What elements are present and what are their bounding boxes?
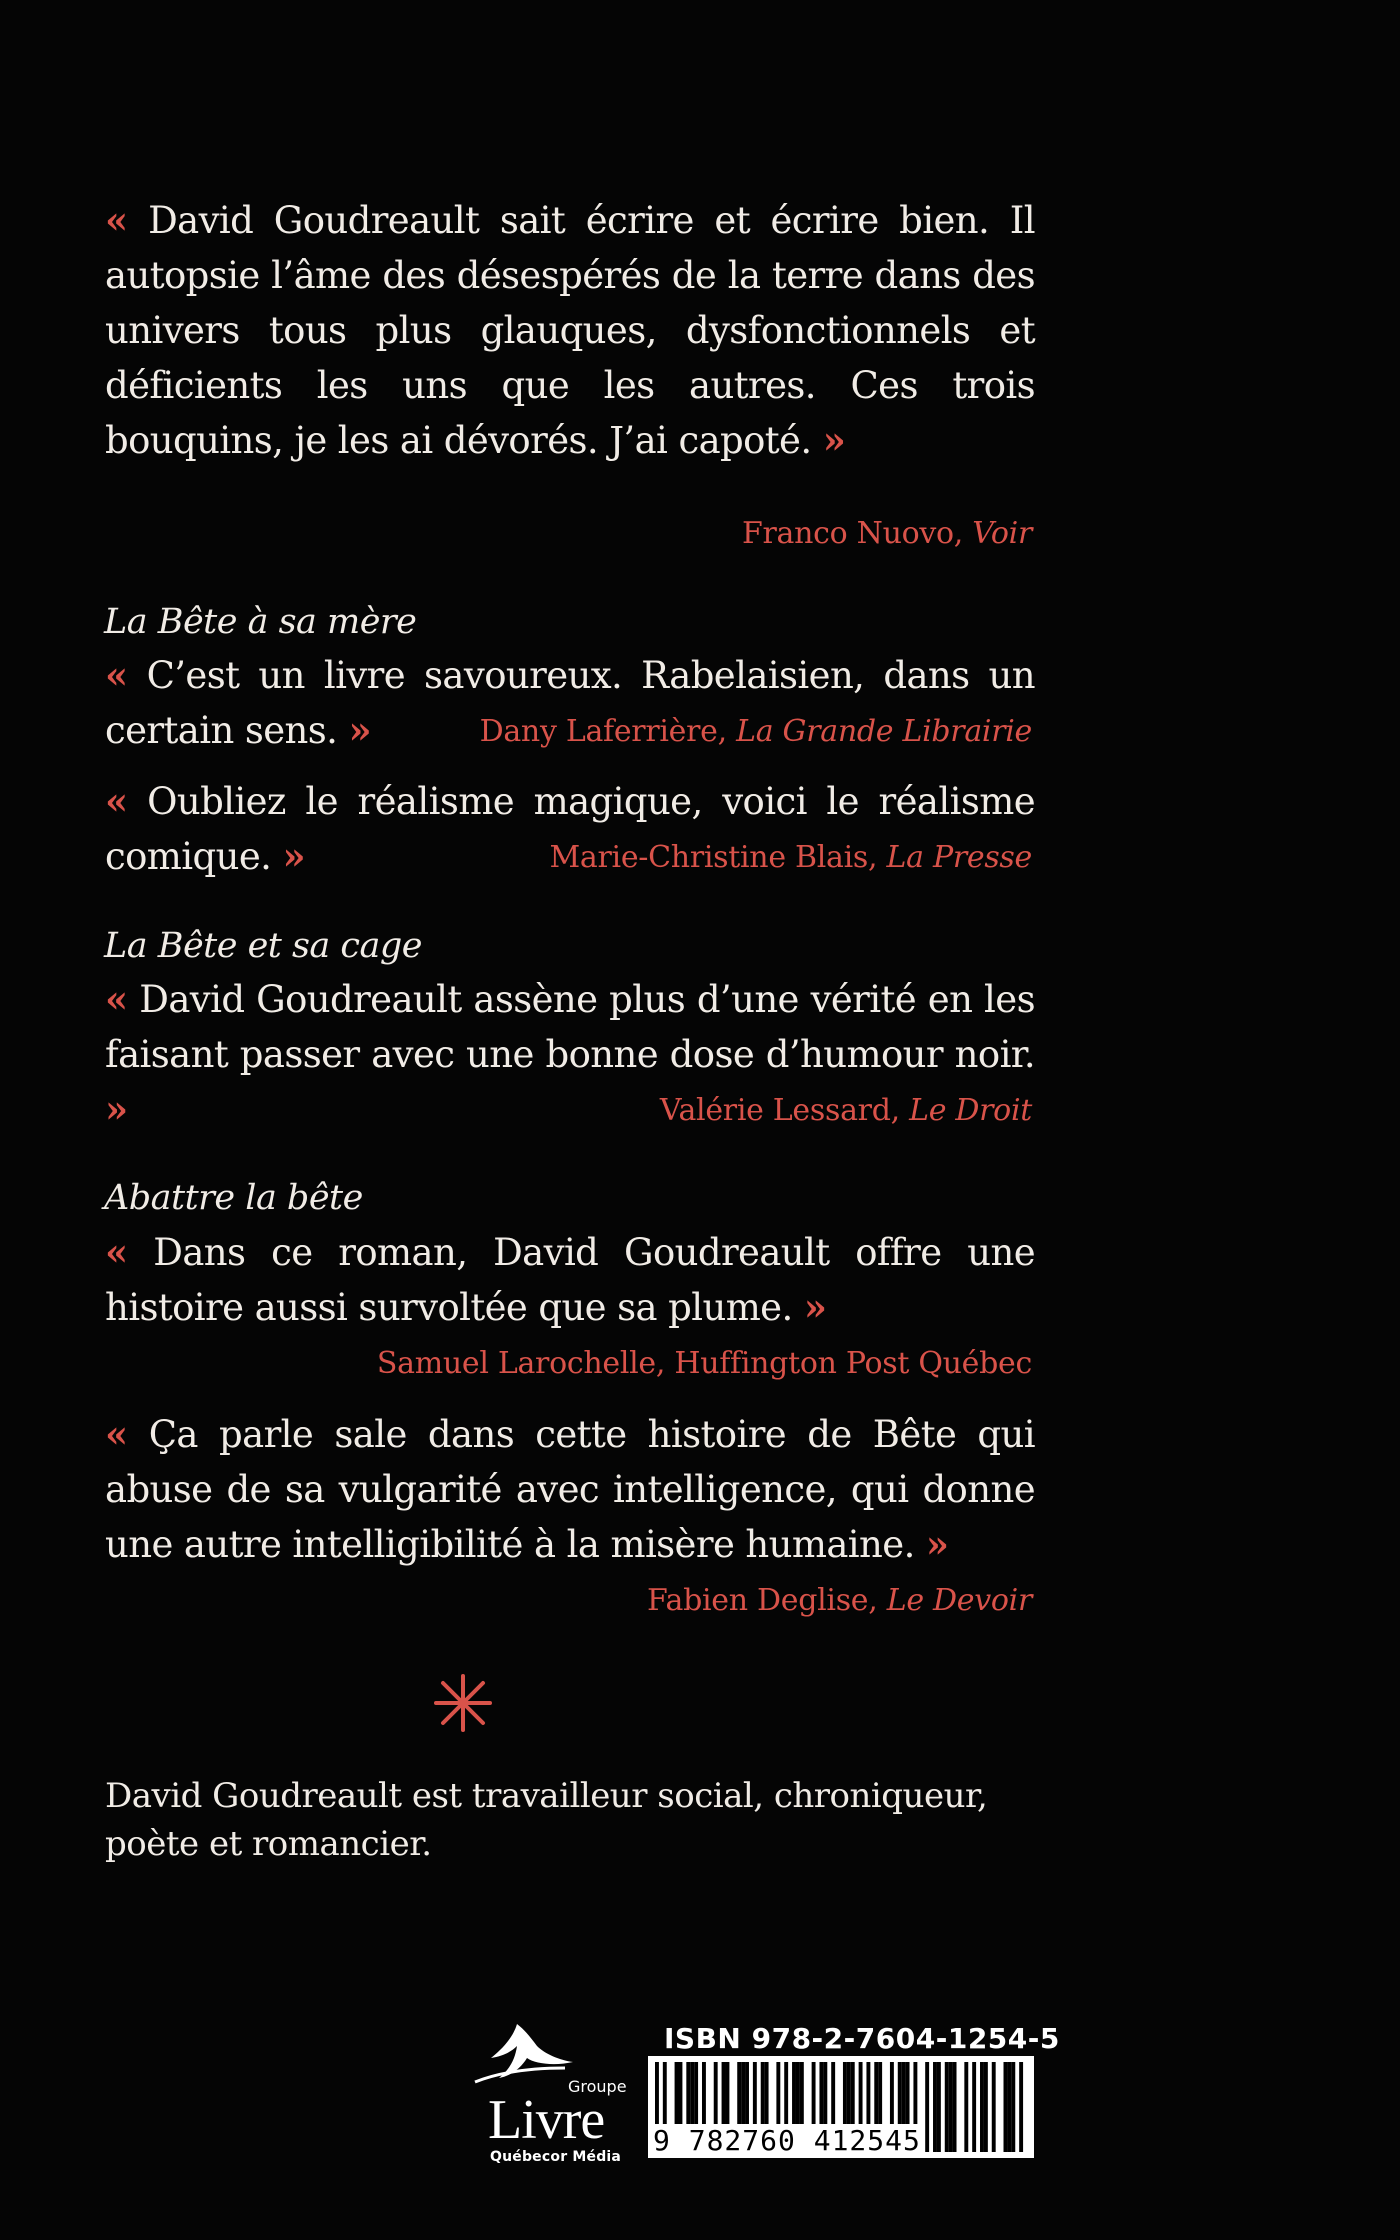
isbn-label: ISBN 978-2-7604-1254-5 xyxy=(664,2022,1060,2055)
open-quote-mark: « xyxy=(105,1230,128,1274)
attribution-source: La Grande Librairie xyxy=(736,714,1032,749)
attribution-author: Samuel Larochelle, Huffington Post Québec xyxy=(376,1346,1032,1381)
attribution-source: La Presse xyxy=(886,840,1032,875)
attribution-source: Le Droit xyxy=(909,1093,1032,1128)
publisher-media: Québecor Média xyxy=(490,2149,622,2165)
attribution-marie-christine-blais xyxy=(550,838,1032,878)
attribution-author: Dany Laferrière, xyxy=(479,714,737,749)
quote-text: David Goudreault assène plus d’une vérité en les faisant passer avec une bonne dose d’humour noir. xyxy=(105,978,1035,1076)
quote-text: Oubliez le réalisme magique, voici le réalisme comique. xyxy=(105,780,1035,878)
book-title-la-bete-et-sa-cage: La Bête et sa cage xyxy=(104,926,423,966)
attribution-dany-laferriere xyxy=(480,712,1032,752)
quote-text: Ça parle sale dans cette histoire de Bête qui abuse de sa vulgarité avec intelligence, qui donne une autre intelligibilité à la misère humaine. xyxy=(105,1413,1035,1566)
barcode-digits xyxy=(652,2124,1032,2157)
quote-text: Dans ce roman, David Goudreault offre une histoire aussi survoltée que sa plume. xyxy=(105,1231,1035,1329)
attribution-author: Marie-Christine Blais, xyxy=(549,840,887,875)
barcode-digits-text: 9 782760 412545 xyxy=(653,2124,921,2157)
quote-franco-nuovo xyxy=(105,193,1035,468)
attribution-author: Valérie Lessard, xyxy=(659,1093,910,1128)
open-quote-mark: « xyxy=(105,779,128,823)
asterisk-divider-icon xyxy=(428,1668,498,1738)
attribution-fabien-deglise xyxy=(647,1581,1032,1621)
open-quote-mark: « xyxy=(105,977,128,1021)
quote-samuel-larochelle xyxy=(105,1225,1035,1335)
attribution-source: Voir xyxy=(972,516,1032,551)
publisher-groupe: Groupe xyxy=(568,2077,627,2096)
close-quote-mark: » xyxy=(925,1522,949,1566)
open-quote-mark: « xyxy=(105,653,128,697)
close-quote-mark: » xyxy=(282,834,305,878)
book-title-la-bete-a-sa-mere: La Bête à sa mère xyxy=(104,602,417,642)
close-quote-mark: » xyxy=(822,418,846,462)
open-quote-mark: « xyxy=(105,198,128,242)
attribution-franco-nuovo xyxy=(742,514,1032,554)
close-quote-mark: » xyxy=(803,1285,827,1329)
quote-fabien-deglise xyxy=(105,1407,1035,1572)
book-title-abattre-la-bete: Abattre la bête xyxy=(104,1178,363,1218)
publisher-livre: Livre xyxy=(488,2089,605,2151)
close-quote-mark: » xyxy=(348,708,372,752)
attribution-author: Franco Nuovo, xyxy=(742,516,973,551)
attribution-valerie-lessard xyxy=(660,1091,1032,1131)
close-quote-mark: » xyxy=(105,1087,128,1131)
attribution-samuel-larochelle xyxy=(377,1344,1032,1384)
quote-text: C’est un livre savoureux. Rabelaisien, dans un certain sens. xyxy=(105,654,1035,752)
author-bio: David Goudreault est travailleur social, chroniqueur, poète et romancier. xyxy=(105,1776,988,1864)
attribution-author: Fabien Deglise, xyxy=(647,1583,887,1618)
open-quote-mark: « xyxy=(105,1412,128,1456)
attribution-source: Le Devoir xyxy=(886,1583,1032,1618)
quote-text: David Goudreault sait écrire et écrire bien. Il autopsie l’âme des désespérés de la terre dans des univers tous plus glauques, dysfonctionnels et déficients les uns que les autres. Ces trois bouquins, je les ai dévorés. J’ai capoté. xyxy=(105,199,1035,462)
